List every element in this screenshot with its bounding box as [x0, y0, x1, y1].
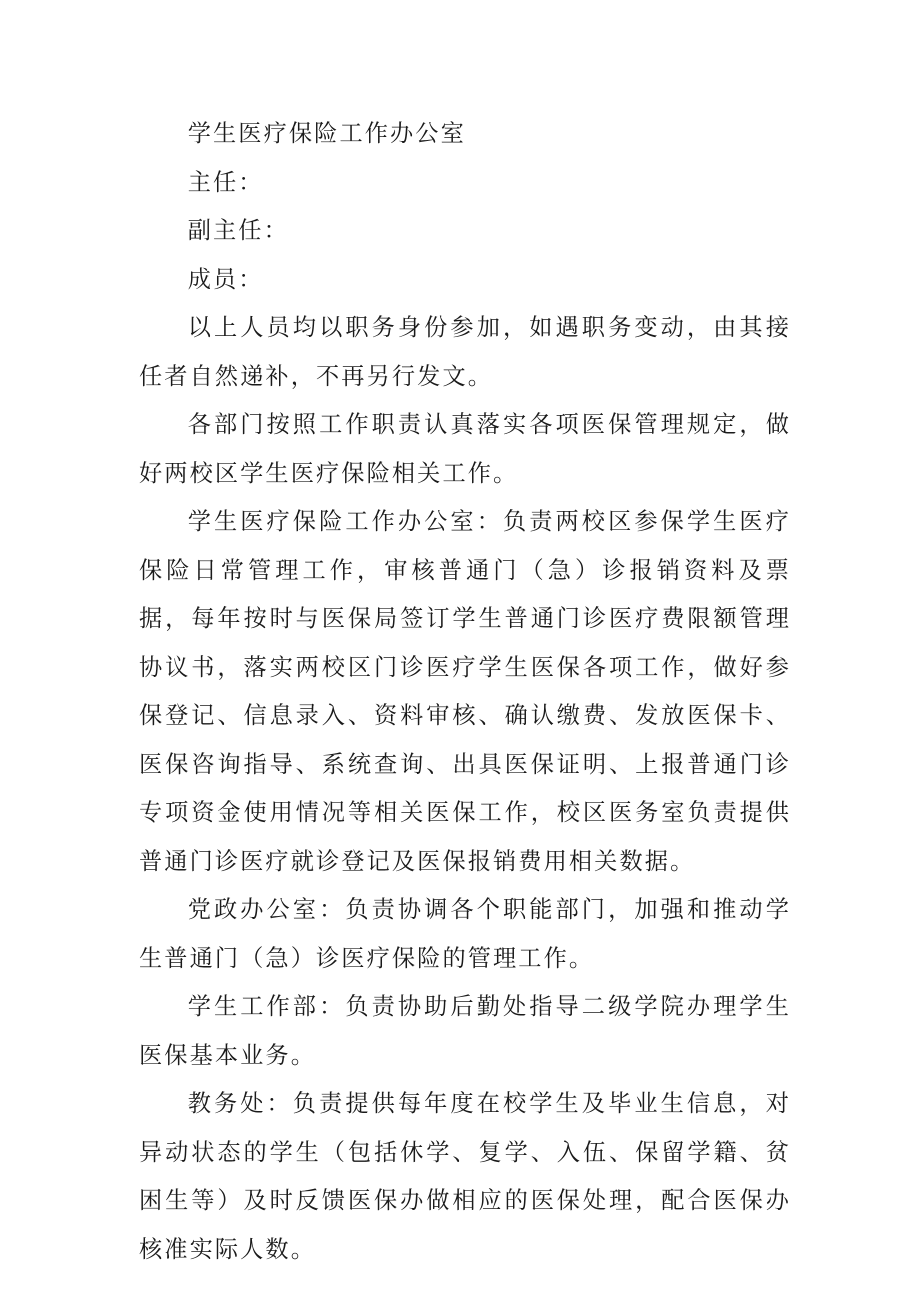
document-body: [139, 110, 791, 1274]
director-label: 主任：: [187, 168, 264, 196]
deputy-director-label: 副主任：: [187, 217, 289, 244]
paragraph-academic-affairs: 教务处：负责提供每年度在校学生及毕业生信息，对异动状态的学生（包括休学、复学、入伍、保留学籍、贫困生等）及时反馈医保办做相应的医保处理，配合医保办核准实际人数。: [139, 1090, 791, 1263]
paragraph-party-office: 党政办公室：负责协调各个职能部门，加强和推动学生普通门（急）诊医疗保险的管理工作。: [139, 896, 791, 972]
office-title: 学生医疗保险工作办公室: [187, 120, 466, 147]
paragraph-departments: 各部门按照工作职责认真落实各项医保管理规定，做好两校区学生医疗保险相关工作。: [139, 411, 791, 487]
members-label: 成员：: [187, 265, 264, 293]
paragraph-student-affairs: 学生工作部：负责协助后勤处指导二级学院办理学生医保基本业务。: [139, 993, 791, 1069]
paragraph-succession: 以上人员均以职务身份参加，如遇职务变动，由其接任者自然递补，不再另行发文。: [139, 314, 791, 390]
paragraph-insurance-office: 学生医疗保险工作办公室：负责两校区参保学生医疗保险日常管理工作，审核普通门（急）诊报销资料及票据，每年按时与医保局签订学生普通门诊医疗费限额管理协议书，落实两校区门诊医疗学生医保各项工作，做好参保登记、信息录入、资料审核、确认缴费、发放医保卡、医保咨询指导、系统查询、出具医保证明、上报普通门诊专项资金使用情况等相关医保工作，校区医务室负责提供普通门诊医疗就诊登记及医保报销费用相关数据。: [139, 508, 791, 875]
